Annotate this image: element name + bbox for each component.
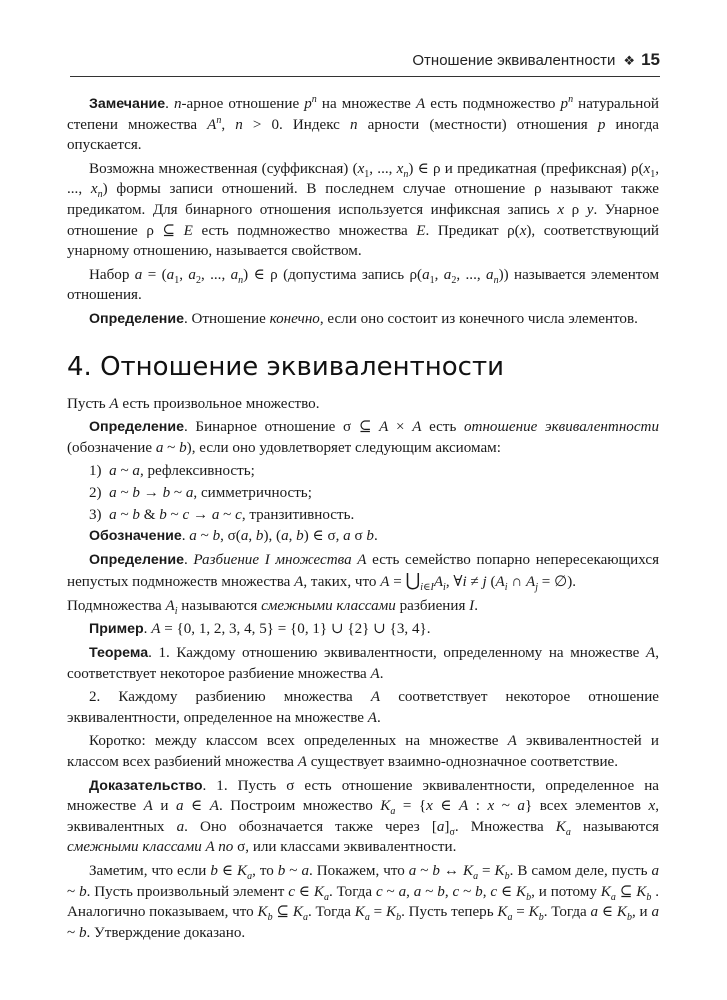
paragraph-notation-forms: Возможна множественная (суффиксная) ($x_1$, ..., $x_n$) ∈ ρ и предикатная (префиксная) $\rho(x_1$, ..., $x_n$) формы записи отношений. В последнем случае отношение ρ называют также предикатом. Для бинарного отношения используется инфиксная запись x ρ y. Унарное отношение ρ ⊆ E есть подмножество множества E. Предикат ρ(x), соответствующий унарному отношению, называется свойством.: [67, 160, 659, 260]
page-body: [67, 94, 659, 946]
paragraph-partition-definition: Определение. Разбиение I множества A есть семейство попарно непересекающихся непустых подмножеств множества A, таких, что $A = ⋃_{i\in I}A_i$, ∀i ≠ j ($A_i$ ∩ $A_j$ = ∅).: [67, 551, 660, 594]
paragraph-theorem-part2: 2. Каждому разбиению множества A соответствует некоторое отношение эквивалентности, определенное на множестве A.: [67, 689, 659, 726]
paragraph-theorem: Теорема. 1. Каждому отношению эквивалентности, определенному на множестве A, соответствует некоторое разбиение множества A.: [67, 645, 659, 682]
paragraph-finite-definition: Определение. Отношение конечно, если оно состоит из конечного числа элементов.: [89, 310, 638, 327]
axiom-symmetry: 2) a ~ b → b ~ a, симметричность;: [89, 484, 312, 501]
running-header: [70, 50, 660, 77]
paragraph-cosets: Подмножества $A_i$ называются смежными классами разбиения I.: [67, 597, 478, 617]
page-number: 15: [641, 50, 660, 69]
section-heading: 4. Отношение эквивалентности: [67, 351, 504, 382]
paragraph-proof: Доказательство. 1. Пусть σ есть отношение эквивалентности, определенное на множестве A и a ∈ A. Построим множество $K_a = \{x$ ∈ A : x ~ a} всех элементов x, эквивалентных a. Оно обозначается также через $[a]_\sigma$. Множества $K_a$ называются смежными классами A по σ, или классами эквивалентности.: [67, 777, 659, 856]
axiom-transitivity: 3) a ~ b & b ~ c → a ~ c, транзитивность.: [89, 506, 355, 523]
paragraph-example: Пример. A = {0, 1, 2, 3, 4, 5} = {0, 1} ∪ {2} ∪ {3, 4}.: [89, 621, 431, 638]
axiom-reflexivity: 1) a ~ a, рефлексивность;: [89, 463, 255, 480]
diamond-separator-icon: ❖: [623, 53, 636, 68]
paragraph-tuple: Набор $a = (a_1$, $a_2$, ..., $a_n$) ∈ ρ (допустима запись $\rho(a_1$, $a_2$, ..., $a_n$)) называется элементом отношения.: [67, 266, 660, 304]
paragraph-proof-continued: Заметим, что если b ∈ $K_a$, то b ~ a. Покажем, что a ~ b ↔ $K_a = K_b$. В самом деле, пусть a ~ b. Пусть произвольный элемент c ∈ $K_a$. Тогда c ~ a, a ~ b, c ~ b, c ∈ $K_b$, и потому $K_a$ ⊆ $K_b$ . Аналогично показываем, что $K_b$ ⊆ $K_a$. Тогда $K_a = K_b$. Пусть теперь $K_a = K_b$. Тогда a ∈ $K_b$, и a ~ b. Утверждение доказано.: [67, 863, 660, 941]
paragraph-let-a: Пусть A есть произвольное множество.: [67, 395, 320, 412]
paragraph-equivalence-definition: Определение. Бинарное отношение σ ⊆ A × A есть отношение эквивалентности (обозначение a ~ b), если оно удовлетворяет следующим аксиомам:: [67, 419, 660, 456]
paragraph-summary: Коротко: между классом всех определенных на множестве A эквивалентностей и классом всех разбиений множества A существует взаимно-однозначное соответствие.: [67, 733, 659, 771]
paragraph-remark: Замечание. n-арное отношение $p^n$ на множестве A есть подмножество $p^n$ натуральной степени множества $A^n$, n > 0. Индекс n арности (местности) отношения p иногда опускается.: [67, 93, 659, 154]
paragraph-notation: Обозначение. a ~ b, σ(a, b), (a, b) ∈ σ, a σ b.: [89, 528, 378, 545]
running-title: Отношение эквивалентности: [412, 52, 616, 69]
